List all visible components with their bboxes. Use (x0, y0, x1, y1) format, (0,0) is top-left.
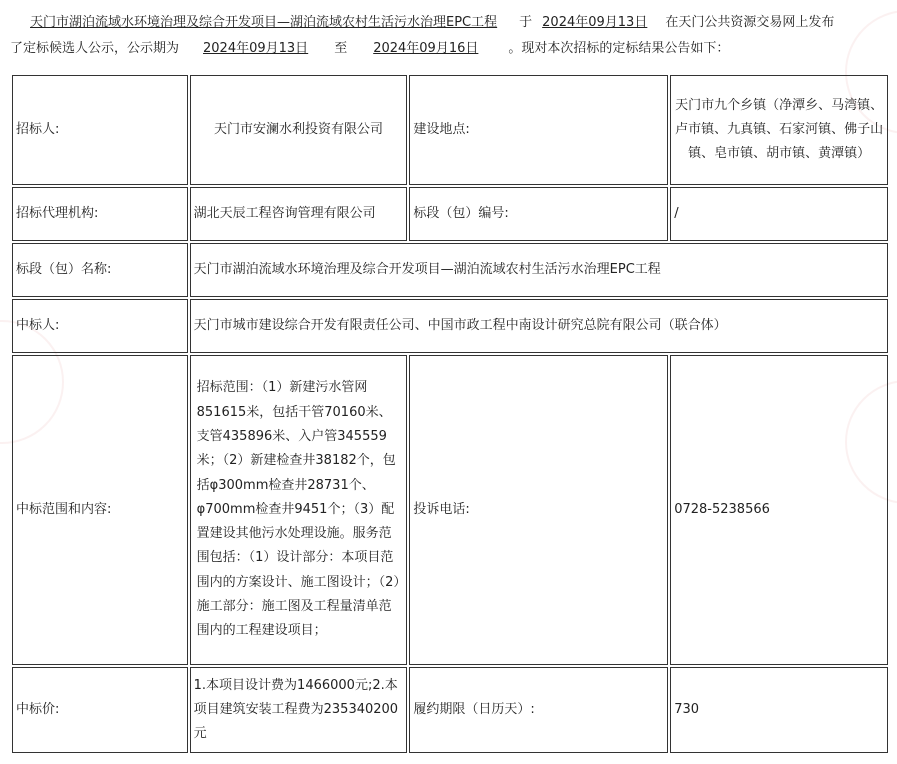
agency-value: 湖北天辰工程咨询管理有限公司 (190, 187, 408, 241)
period-end: 2024年09月16日 (373, 41, 479, 56)
complaint-value: 0728-5238566 (670, 355, 888, 665)
location-label: 建设地点: (409, 75, 668, 185)
lot-no-value: / (670, 187, 888, 241)
word-to: 至 (334, 41, 348, 56)
table-row (12, 667, 888, 753)
location-value: 天门市九个乡镇（净潭乡、马湾镇、卢市镇、九真镇、石家河镇、佛子山镇、皂市镇、胡市镇、黄潭镇） (670, 75, 888, 185)
table-row (12, 75, 888, 185)
publish-text-1: 在天门公共资源交易网上发布 (665, 15, 835, 30)
table-row (12, 355, 888, 665)
complaint-label: 投诉电话: (409, 355, 668, 665)
price-value: 1.本项目设计费为1466000元;2.本项目建筑安装工程费为235340200元 (190, 667, 408, 753)
scope-label: 中标范围和内容: (12, 355, 188, 665)
project-name: 天门市湖泊流域水环境治理及综合开发项目—湖泊流域农村生活污水治理EPC工程 (30, 15, 498, 30)
publish-date: 2024年09月13日 (542, 15, 648, 30)
tenderer-value: 天门市安澜水利投资有限公司 (190, 75, 408, 185)
lot-no-label: 标段（包）编号: (409, 187, 668, 241)
table-row (12, 187, 888, 241)
scope-value: 招标范围：（1）新建污水管网851615米，包括干管70160米、支管435896米、入户管345559米；（2）新建检查井38182个，包括φ300mm检查井28731个、φ700mm检查井9451个；（3）配置建设其他污水处理设施。服务范围包括：（1）设计部分：本项目范围内的方案设计、施工图设计；（2）施工部分：施工图及工程量清单范围内的工程建设项目； (190, 355, 408, 665)
term-label: 履约期限（日历天）: (409, 667, 668, 753)
agency-label: 招标代理机构: (12, 187, 188, 241)
result-table (10, 73, 890, 755)
lot-name-label: 标段（包）名称: (12, 243, 188, 297)
term-value: 730 (670, 667, 888, 753)
period-start: 2024年09月13日 (203, 41, 309, 56)
word-on: 于 (519, 15, 533, 30)
price-label: 中标价: (12, 667, 188, 753)
closing-text: 。现对本次招标的定标结果公告如下： (508, 41, 730, 56)
table-row (12, 299, 888, 353)
publish-text-2: 了定标候选人公示，公示期为 (10, 41, 180, 56)
tenderer-label: 招标人: (12, 75, 188, 185)
winner-value: 天门市城市建设综合开发有限责任公司、中国市政工程中南设计研究总院有限公司（联合体） (190, 299, 888, 353)
lot-name-value: 天门市湖泊流域水环境治理及综合开发项目—湖泊流域农村生活污水治理EPC工程 (190, 243, 888, 297)
winner-label: 中标人: (12, 299, 188, 353)
announcement-intro (10, 10, 890, 62)
table-row (12, 243, 888, 297)
